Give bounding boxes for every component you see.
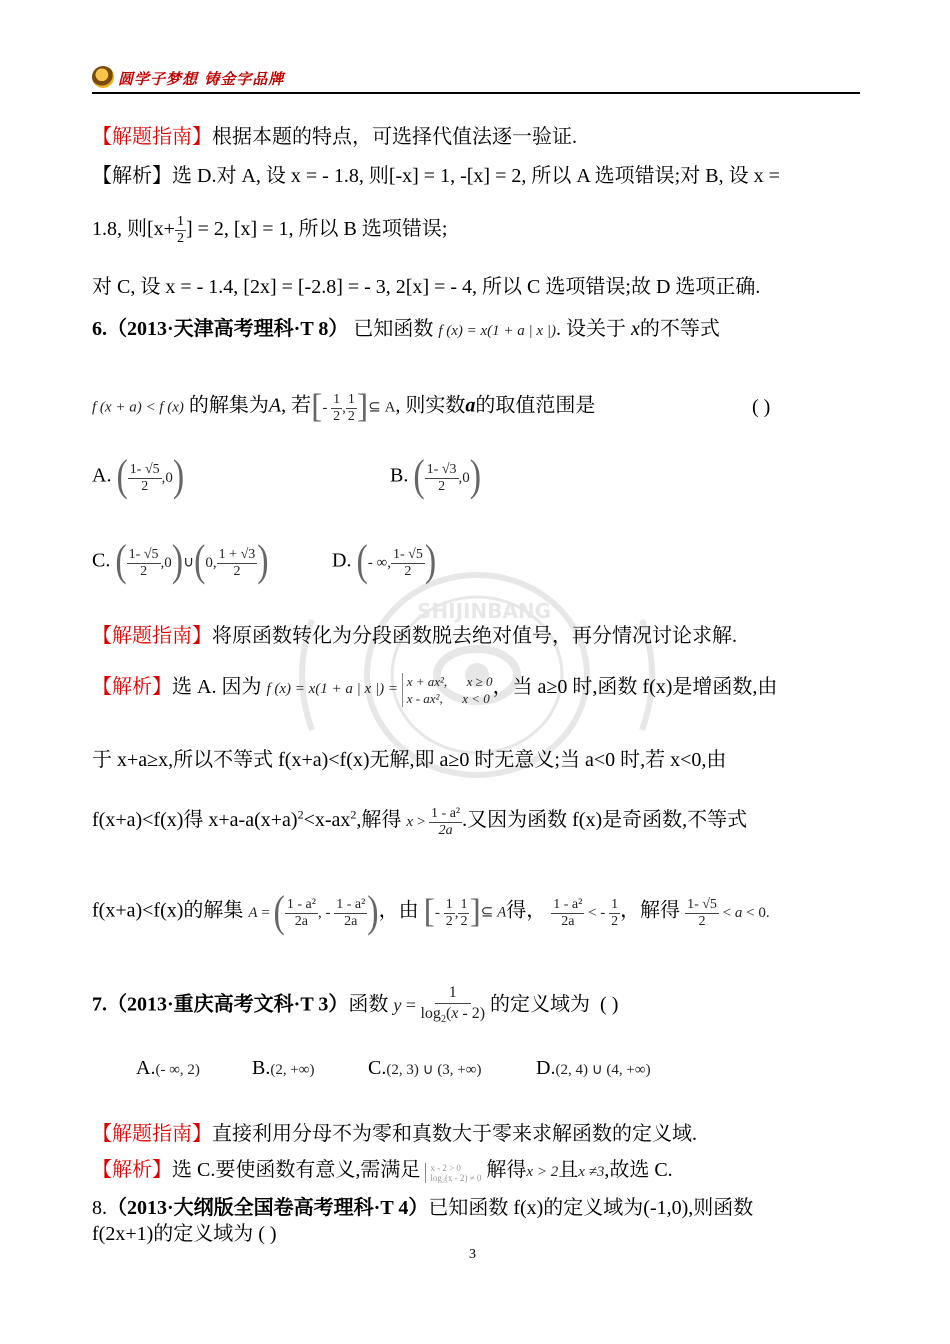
q6-option-C: C. ( $\frac{1- √5}{2}$ ,0)∪(0, $\frac{1 + √3}{2}$ ) <box>92 537 269 586</box>
option-value: (- ∞, 2) <box>155 1062 200 1078</box>
q6-solution-line3: f(x+a)<f(x)得 $x+a-a(x+a)^2<x-ax^2$,解得 x > $\frac{\text{1 - a²}}{2a}$ .又因为函数 f(x)是奇函数,不等式 <box>92 806 748 839</box>
p5-solution-line3: 对 C, 设 x = - 1.4, [2x] = [-2.8] = - 3, 2[x] = - 4, 所以 C 选项错误;故 D 选项正确. <box>92 276 761 298</box>
solution-text: 选 A. 因为 <box>172 676 262 698</box>
q7-option-B <box>252 1057 315 1080</box>
q7-option-C <box>368 1057 481 1080</box>
guide-label: 【解题指南】 <box>92 625 212 647</box>
solution-text: ] = 2, [x] = 1, 所以 B 选项错误; <box>185 218 448 240</box>
solution-text: 选 C.要使函数有意义,需满足 <box>172 1159 421 1181</box>
inequality-expr: $\frac{\text{1 - a²}}{2a}$ < - $\frac{1}{2}$ <box>553 896 619 929</box>
guide-label: 【解题指南】 <box>92 126 212 148</box>
bracket-close: ] <box>356 388 369 425</box>
option-value: (2, 3) ∪ (3, +∞) <box>386 1062 482 1078</box>
solution-text: ，由 <box>378 899 419 922</box>
q6-stem-line1 <box>92 312 720 341</box>
solution-text: ,故选 C. <box>604 1159 673 1181</box>
condition-x-ne-3: x ≠3 <box>578 1164 605 1180</box>
stem-text: 已知函数 <box>353 318 434 340</box>
solution-text: f(x+a)<f(x)的解集 <box>92 899 244 922</box>
option-label: B. <box>252 1057 271 1079</box>
fraction-one-half: $\frac{1}{2}$ <box>176 213 184 246</box>
subset-expr: ⊆ A <box>368 399 396 416</box>
option-value: (2, +∞) <box>270 1062 315 1078</box>
question-number: 7. <box>92 993 107 1016</box>
option-label: A. <box>136 1057 156 1079</box>
q7-option-A <box>136 1057 200 1080</box>
q6-solution-line4: f(x+a)<f(x)的解集 A = ( $\frac{\text{1 - a²}}{2a}$ , - $\frac{\text{1 - a²}}{2a}$ )，由 [- $\frac{1}{2}$ , $\frac{1}{2}$ ]⊆ A得， $\frac{\text{1 - a²}}{2a}$ < - $\frac{1}{2}$ ，解得 $\frac{1- √5}{2}$ < a < 0. <box>92 888 770 937</box>
q6-guide <box>92 619 737 648</box>
q8-stem-line2: f(2x+1)的定义域为 ( ) <box>92 1223 277 1245</box>
answer-blank: ( ) <box>752 396 771 418</box>
header-rule <box>92 92 860 94</box>
option-label: C. <box>368 1057 387 1079</box>
variable-A: A <box>268 394 282 417</box>
guide-text: 直接利用分母不为零和真数大于零来求解函数的定义域. <box>212 1123 697 1145</box>
solution-text: 1.8, 则[x+ <box>92 218 175 240</box>
solution-label: 【解析】 <box>92 1159 172 1181</box>
option-label: D. <box>536 1057 556 1079</box>
question-source: （2013·天津高考理科·T 8） <box>107 318 349 340</box>
q8-stem-line1 <box>92 1191 753 1220</box>
stem-text: 函数 <box>348 993 389 1016</box>
q6-solution-line1 <box>92 670 777 707</box>
inequality: f (x + a) < f (x) <box>92 399 184 416</box>
solution-text: 解得 <box>486 1159 527 1181</box>
stem-text: 的取值范围是 <box>475 394 596 417</box>
question-source: （2013·大纲版全国卷高考理科·T 4） <box>107 1197 429 1219</box>
stem-text: 的解集为 <box>188 394 269 417</box>
stem-text: 已知函数 f(x)的定义域为(-1,0),则函数 <box>428 1197 754 1219</box>
page-number: 3 <box>469 1247 476 1262</box>
q6-option-B: B. ( $\frac{1- √3}{2}$ ,0) <box>390 452 482 501</box>
brand-logo <box>92 66 114 88</box>
function-formula: y = $\frac{1}{\log_2(x - 2)}$ <box>393 984 486 1026</box>
solution-text: .又因为函数 f(x)是奇函数,不等式 <box>462 809 748 831</box>
q7-stem <box>92 983 618 1030</box>
guide-text: 根据本题的特点，可选择代值法逐一验证. <box>212 126 577 148</box>
final-answer-expr: $\frac{1- √5}{2}$ < a < 0. <box>687 896 770 929</box>
interval-expr: - $\frac{1}{2}$ , $\frac{1}{2}$ <box>322 391 355 424</box>
inequality-solution: x > $\frac{\text{1 - a²}}{2a}$ <box>406 806 461 839</box>
p5-guide <box>92 120 577 149</box>
q6-solution-line2: 于 x+a≥x,所以不等式 f(x+a)<f(x)无解,即 a≥0 时无意义;当 a<0 时,若 x<0,由 <box>92 749 727 771</box>
condition-x-gt-2: x > 2 <box>526 1164 559 1180</box>
variable-x: x <box>630 318 640 340</box>
stem-text: , 则实数 <box>395 394 466 417</box>
stem-text: 的定义域为 <box>490 993 591 1016</box>
svg-text:SHIJINBANG: SHIJINBANG <box>417 599 552 623</box>
solution-set-formula: A = ( $\frac{\text{1 - a²}}{2a}$ , - $\frac{\text{1 - a²}}{2a}$ ) <box>248 888 379 937</box>
variable-a: a <box>465 394 476 417</box>
solution-label: 【解析】 <box>92 165 172 187</box>
q7-guide <box>92 1117 697 1146</box>
q7-option-D <box>536 1057 651 1080</box>
answer-blank: ( ) <box>600 993 619 1016</box>
solution-text: ,解得 <box>356 809 402 831</box>
solution-text: <x-ax <box>303 809 351 831</box>
function-formula: f (x) = x(1 + a | x |) <box>438 323 556 339</box>
solution-text: ，当 a≥0 时,函数 f(x)是增函数,由 <box>492 676 778 698</box>
question-source: （2013·重庆高考文科·T 3） <box>107 993 349 1016</box>
solution-text: 得， <box>506 899 547 922</box>
p5-solution-line2 <box>92 212 447 247</box>
stem-text: 的不等式 <box>639 318 720 340</box>
solution-text: 选 D.对 A, 设 x = - 1.8, 则[-x] = 1, -[x] = 2, 所以 A 选项错误;对 B, 设 x = <box>172 165 780 187</box>
bracket-open: [ <box>311 388 323 425</box>
condition-system: x - 2 > 0 log₂(x - 2) ≠ 0 <box>425 1164 481 1180</box>
question-number: 8. <box>92 1197 107 1219</box>
guide-text: 将原函数转化为分段函数脱去绝对值号，再分情况讨论求解. <box>212 625 737 647</box>
stem-text: , 若 <box>281 394 312 417</box>
option-label: C. <box>92 549 111 572</box>
q6-stem-line2 <box>92 388 595 426</box>
piecewise-formula: f (x) = x(1 + a | x |) = x + ax², x ≥ 0 x - ax², x < 0 <box>266 673 493 706</box>
stem-text: . 设关于 <box>555 318 626 340</box>
option-label: B. <box>390 464 409 487</box>
solution-text: ，解得 <box>620 899 681 922</box>
solution-text: 且 <box>558 1159 579 1181</box>
option-value: (2, 4) ∪ (4, +∞) <box>555 1062 651 1078</box>
header-slogan: 圆学子梦想 铸金字品牌 <box>118 70 285 88</box>
q7-solution <box>92 1153 673 1183</box>
option-label: A. <box>92 464 112 487</box>
question-number: 6. <box>92 318 107 340</box>
solution-label: 【解析】 <box>92 676 172 698</box>
q6-option-A: A. ( $\frac{1- √5}{2}$ ,0) <box>92 452 185 501</box>
q6-option-D: D. (- ∞, $\frac{1- √5}{2}$ ) <box>332 537 437 586</box>
solution-text: f(x+a)<f(x)得 x+a-a(x+a) <box>92 809 298 831</box>
p5-solution-line1 <box>92 159 780 188</box>
option-label: D. <box>332 549 352 572</box>
guide-label: 【解题指南】 <box>92 1123 212 1145</box>
